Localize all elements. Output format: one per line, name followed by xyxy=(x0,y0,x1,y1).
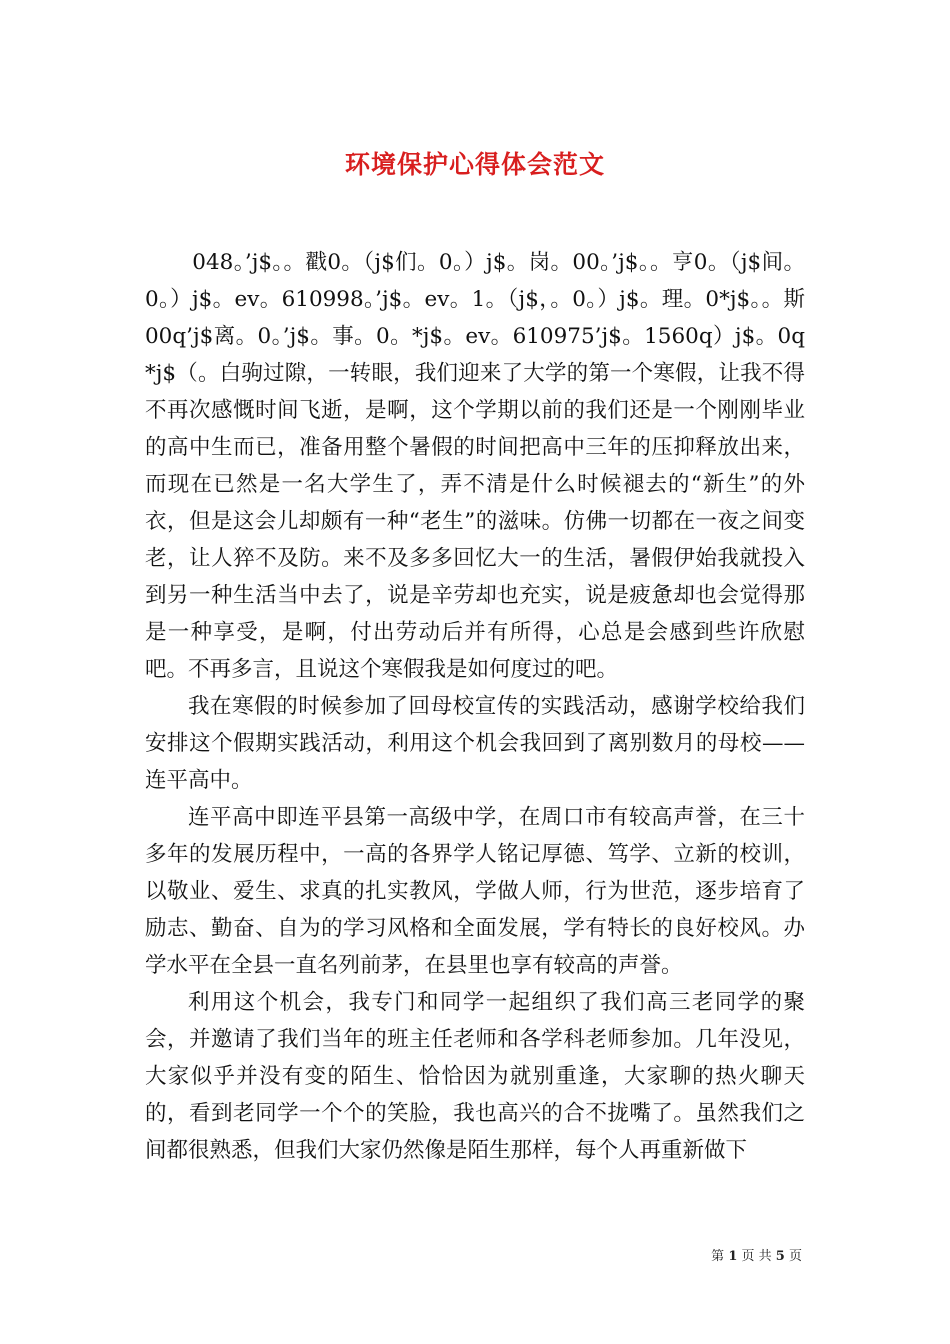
footer-suffix: 页 xyxy=(788,1249,802,1264)
footer-prefix: 第 xyxy=(711,1249,725,1264)
page-title: 环境保护心得体会范文 xyxy=(344,149,605,179)
paragraph-4: 利用这个机会，我专门和同学一起组织了我们高三老同学的聚会，并邀请了我们当年的班主任老师和各学科老师参加。几年没见，大家似乎并没有变的陌生、恰恰因为就别重逢，大家聊的热火聊天的，看到老同学一个个的笑脸，我也高兴的合不拢嘴了。虽然我们之间都很熟悉，但我们大家仍然像是陌生那样，每个人再重新做下 xyxy=(145,990,805,1163)
footer-current-page: 1 xyxy=(728,1249,738,1264)
page-footer xyxy=(711,1248,802,1266)
paragraph-2: 我在寒假的时候参加了回母校宣传的实践活动，感谢学校给我们安排这个假期实践活动，利用这个机会我回到了离别数月的母校——连平高中。 xyxy=(145,694,805,793)
footer-total-pages: 5 xyxy=(775,1249,785,1264)
document-body xyxy=(145,244,805,1169)
paragraph-1: 048。’j$。。戳0。（j$们。0。）j$。岗。00。’j$。。亨0。（j$间。0。）j$。ev。610998。’j$。ev。1。（j$，。0。）j$。理。0*j$。。斯00q’j$离。0。’j$。事。0。*j$。ev。610975’j$。1560q）j$。0q*j$（。白驹过隙，一转眼，我们迎来了大学的第一个寒假，让我不得不再次感慨时间飞逝，是啊，这个学期以前的我们还是一个刚刚毕业的高中生而已，准备用整个暑假的时间把高中三年的压抑释放出来，而现在已然是一名大学生了，弄不清是什么时候褪去的“新生”的外衣，但是这会儿却颇有一种“老生”的滋味。仿佛一切都在一夜之间变老，让人猝不及防。来不及多多回忆大一的生活，暑假伊始我就投入到另一种生活当中去了，说是辛劳却也充实，说是疲惫却也会觉得那是一种享受，是啊，付出劳动后并有所得，心总是会感到些许欣慰吧。不再多言，且说这个寒假我是如何度过的吧。 xyxy=(145,250,805,682)
footer-middle: 页 共 xyxy=(741,1249,772,1264)
paragraph-3: 连平高中即连平县第一高级中学，在周口市有较高声誉，在三十多年的发展历程中，一高的各界学人铭记厚德、笃学、立新的校训，以敬业、爱生、求真的扎实教风，学做人师，行为世范，逐步培育了励志、勤奋、自为的学习风格和全面发展，学有特长的良好校风。办学水平在全县一直名列前茅，在县里也享有较高的声誉。 xyxy=(145,805,805,978)
